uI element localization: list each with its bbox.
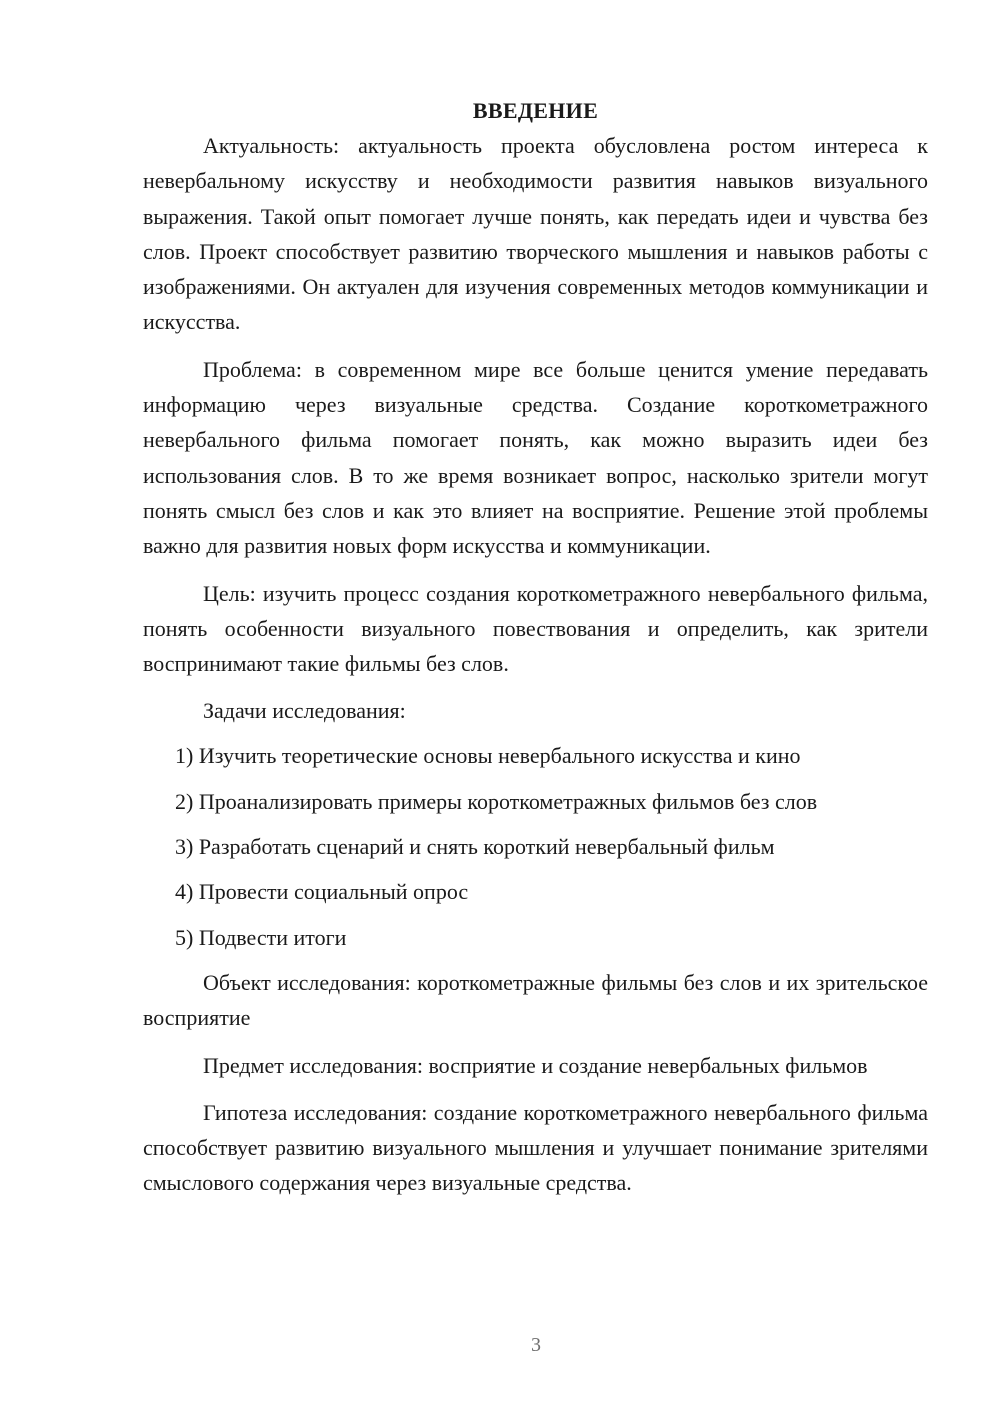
section-title: ВВЕДЕНИЕ [472,98,599,123]
tasks-list [143,738,928,954]
task-item: 3) Разработать сценарий и снять короткий невербальный фильм [175,834,775,860]
tasks-heading: Задачи исследования: [203,698,406,724]
task-item: 5) Подвести итоги [175,924,347,950]
subject-paragraph: Предмет исследования: восприятие и создание невербальных фильмов [203,1052,868,1078]
task-item: 4) Провести социальный опрос [175,879,469,905]
task-item: 1) Изучить теоретические основы невербального искусства и кино [175,743,801,769]
object-paragraph: Объект исследования: короткометражные фильмы без слов и их зрительское восприятие [143,969,928,1031]
page-number: 3 [531,1334,541,1356]
document-page [143,96,928,1201]
task-item: 2) Проанализировать примеры короткометражных фильмов без слов [175,788,818,814]
problem-paragraph: Проблема: в современном мире все больше ценится умение передавать информацию через визуальные средства. Создание короткометражного невербального фильма помогает понять, как можно выразить идеи без использования слов. В то же время возникает вопрос, насколько зрители могут понять смысл без слов и как это влияет на восприятие. Решение этой проблемы важно для развития новых форм искусства и коммуникации. [143,356,928,559]
hypothesis-paragraph: Гипотеза исследования: создание короткометражного невербального фильма способствует развитию визуального мышления и улучшает понимание зрителями смыслового содержания через визуальные средства. [143,1099,928,1196]
relevance-paragraph: Актуальность: актуальность проекта обусловлена ростом интереса к невербальному искусству и необходимости развития навыков визуального выражения. Такой опыт помогает лучше понять, как передать идеи и чувства без слов. Проект способствует развитию творческого мышления и навыков работы с изображениями. Он актуален для изучения современных методов коммуникации и искусства. [143,133,928,335]
goal-paragraph: Цель: изучить процесс создания короткометражного невербального фильма, понять особенности визуального повествования и определить, как зрители воспринимают такие фильмы без слов. [143,580,928,677]
